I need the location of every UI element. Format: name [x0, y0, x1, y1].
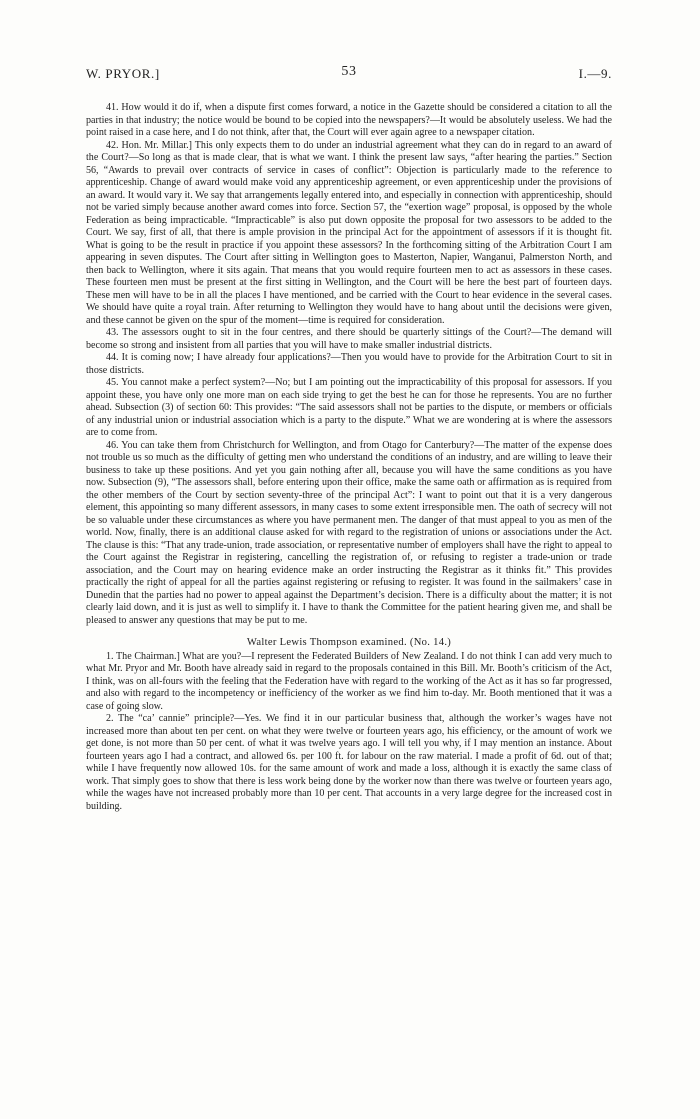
- witness-heading: Walter Lewis Thompson examined. (No. 14.): [246, 637, 452, 648]
- paragraph-42: 42. Hon. Mr. Millar.] This only expects them to do under an industrial agreement what they can do in regard to an award of the Court?—So long as that is made clear, that is what we want. I think the present law says, “after hearing the parties.” Section 56, “Awards to prevail over contracts of service in cases of conflict”: Objection is particularly made to the reference to apprenticeship. Change of award would make void any apprenticeship agreement, or even apprenticeship under the provisions of an award. It would vary it. We say that arrangements legally entered into, and especially in connection with apprenticeship, should not be varied simply because another award comes into force. Section 57, the “exertion wage” proposal, is opposed by the whole Federation as being impracticable. “Impracticable” is also put down opposite the proposal for two assessors to be added to the Court. We say, first of all, that there is ample provision in the principal Act for the appointment of assessors if it is thought fit. What is going to be the result in practice if you appoint these assessors? In the forthcoming sitting of the Arbitration Court I am appearing in seven disputes. The Court after sitting in Wellington goes to Masterton, Napier, Wanganui, Palmerston North, and then back to Wellington, where it sits again. That means that you would require fourteen men to act as assessors in these cases. These fourteen men must be present at the first sitting in Wellington, and the Court will be here the best part of fourteen days. These men will have to be in all the places I have mentioned, and be carried with the Court to hear evidence in the several cases. We should have quite a royal train. After returning to Wellington they would have to hang about until the decisions were given, and these cannot be given on the spur of the moment—time is required for consideration.: [86, 139, 612, 326]
- paragraph-46: 46. You can take them from Christchurch for Wellington, and from Otago for Canterbury?—The matter of the expense does not trouble us so much as the difficulty of getting men who understand the conditions of an industry, and are willing to leave their business to take up these positions. And yet you gain nothing after all, because you will have the same conditions as you have now. Subsection (9), “The assessors shall, before entering upon their office, make the same oath or affirmation as is required from the other members of the Court by section seventy-three of the principal Act”: I want to point out that it is a very dangerous element, this appointing so many different assessors, in many cases to some extent irresponsible men. The oath of secrecy will not be so valuable under these circumstances as where you have permanent men. The danger of that must appeal to you as men of the world. Now, finally, there is an additional clause asked for with regard to the registration of unions or associations under the Act. The clause is this: “That any trade-union, trade association, or representative number of employers shall have the right to appeal to the Court against the Registrar in registering, cancelling the registration of, or refusing to register a trade-union or trade association, and the Court may on hearing evidence make an order instructing the Registrar as it thinks fit.” This provides practically the right of appeal for all the parties against registering or refusing to register. It was found in the sailmakers’ case in Dunedin that the parties had no power to appeal against the Department’s decision. There is a difficulty about the matter; it is not clearly laid down, and it is just as well to simplify it. I have to thank the Committee for the patient hearing given me, and shall be pleased to answer any questions that may be put to me.: [86, 439, 612, 626]
- paragraph-45: 45. You cannot make a perfect system?—No; but I am pointing out the impracticability of this proposal for assessors. If you appoint these, you have only one more man on each side trying to get the best he can for those he represents. You are no further ahead. Subsection (3) of section 60: This provides: “The said assessors shall not be parties to the dispute, or members or officials of any industrial union or industrial association which is a party to the dispute.” What we are wondering at is where the assessors are to come from.: [86, 377, 612, 438]
- paragraph-43: 43. The assessors ought to sit in the four centres, and there should be quarterly sittings of the Court?—The demand will become so strong and insistent from all parties that you will have to make smaller industrial districts.: [86, 327, 612, 351]
- paragraph-t1: 1. The Chairman.] What are you?—I represent the Federated Builders of New Zealand. I do not think I can add very much to what Mr. Pryor and Mr. Booth have already said in regard to the proposals contained in this Bill. Mr. Booth’s criticism of the Act, I think, was on all-fours with the feeling that the Federation have with regard to the working of the Act as it has so far progressed, and also with regard to the incompetency or inefficiency of the worker as we find him to-day. Mr. Booth mentioned that it was a case of going slow.: [86, 650, 612, 712]
- paper-reference: I.—9.: [578, 66, 612, 81]
- paragraph-44: 44. It is coming now; I have already four applications?—Then you would have to provide for the Arbitration Court to sit in those districts.: [86, 352, 612, 376]
- document-body: [86, 102, 612, 813]
- paragraph-t2: 2. The “ca’ cannie” principle?—Yes. We find it in our particular business that, although the worker’s wages have not increased more than about ten per cent. on what they were twelve or fourteen years ago, his efficiency, or the amount of work we get done, is not more than 50 per cent. of what it was twelve years ago. I will tell you why, if I may mention an instance. About fourteen years ago I had a contract, and allowed 6s. per 100 ft. for labour on the raw material. I made a profit of 6d. out of that; while I have frequently now allowed 10s. for the same amount of work and made a loss, although it is exactly the same class of work. That simply goes to show that there is less work being done by the worker now than there was twelve or fourteen years ago, while the wages have not increased probably more than 10 per cent. That accounts in a very large degree for the increased cost in building.: [86, 713, 612, 812]
- page-number: 53: [341, 64, 357, 79]
- page-header: [86, 66, 612, 86]
- paragraph-41: 41. How would it do if, when a dispute first comes forward, a notice in the Gazette should be considered a citation to all the parties in that industry; the notice would be bound to be copied into the newspapers?—It would be absolutely useless. We had the point raised in a case here, and I do not think, after that, the Court will ever again agree to a newspaper citation.: [86, 102, 612, 138]
- header-witness: W. PRYOR.]: [86, 66, 160, 81]
